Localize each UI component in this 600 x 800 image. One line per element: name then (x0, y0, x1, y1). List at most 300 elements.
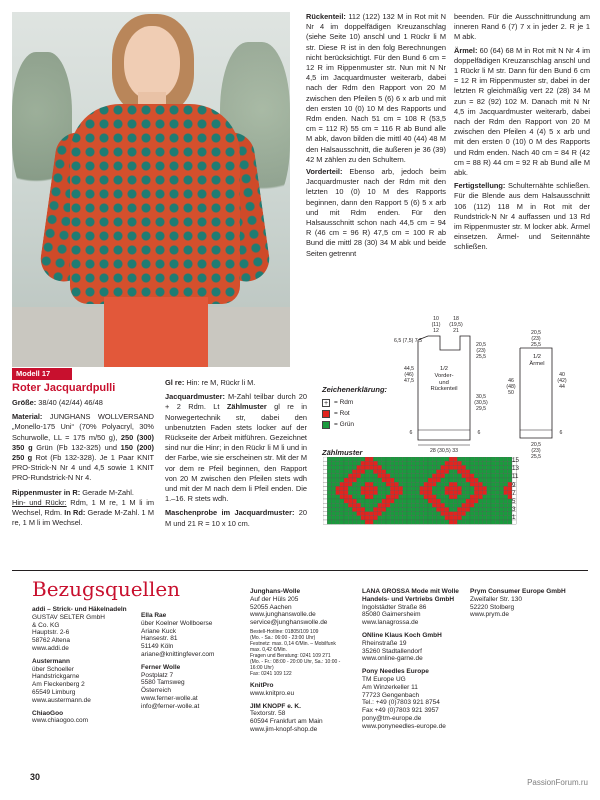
pattern-cell (457, 486, 461, 490)
pattern-cell (495, 474, 499, 478)
pattern-cell (483, 491, 487, 495)
pattern-cell (365, 478, 369, 482)
supplier-tiny-line: Fragen und Beratung: 0241 109 271 (250, 652, 331, 659)
pattern-cell (504, 474, 508, 478)
pattern-cell (487, 474, 491, 478)
pattern-cell (407, 491, 411, 495)
pattern-cell (327, 457, 331, 461)
pattern-cell (373, 516, 377, 520)
pattern-cell (432, 503, 436, 507)
pattern-cell (373, 495, 377, 499)
pattern-cell (470, 512, 474, 516)
sleeve-length-dimension (504, 378, 518, 396)
pattern-cell (491, 520, 495, 524)
pattern-cell (336, 461, 340, 465)
pattern-cell (365, 486, 369, 490)
pattern-cell (407, 495, 411, 499)
supplier-link[interactable]: www.lanagrossa.de (362, 619, 419, 627)
pattern-cell (491, 491, 495, 495)
pattern-cell (348, 482, 352, 486)
bund-dimension: 6 (409, 430, 413, 436)
pattern-cell (432, 495, 436, 499)
pattern-cell (390, 486, 394, 490)
pattern-cell (474, 516, 478, 520)
pattern-cell (504, 507, 508, 511)
pattern-cell (462, 465, 466, 469)
supplier-line: 35260 Stadtallendorf (362, 647, 422, 655)
pattern-cell (323, 495, 327, 499)
pattern-cell (348, 516, 352, 520)
pattern-cell (369, 520, 373, 524)
supplier-line: Hansestr. 81 (141, 635, 178, 643)
pattern-cell (386, 482, 390, 486)
pattern-cell (453, 520, 457, 524)
legend-item-green (322, 419, 354, 430)
pattern-cell (411, 503, 415, 507)
pattern-cell (499, 478, 503, 482)
dim-text: 12 (433, 328, 439, 334)
pattern-cell (403, 499, 407, 503)
pattern-cell (445, 478, 449, 482)
pattern-cell (420, 499, 424, 503)
pattern-cell (399, 495, 403, 499)
pattern-cell (491, 482, 495, 486)
pattern-cell (365, 512, 369, 516)
pattern-cell (323, 486, 327, 490)
pattern-cell (453, 474, 457, 478)
supplier-link[interactable]: pony@tm-europe.de (362, 714, 422, 722)
supplier-tiny-line: Festnetz: max. 0,14 €/Min. – Mobilfunk (250, 640, 336, 647)
pattern-cell (453, 470, 457, 474)
pattern-cell (394, 461, 398, 465)
pattern-cell (428, 499, 432, 503)
pattern-cell (378, 482, 382, 486)
pattern-cell (373, 499, 377, 503)
row-number: 9 (512, 481, 516, 489)
pattern-cell (457, 491, 461, 495)
pattern-cell (449, 499, 453, 503)
dim-text: (11) (431, 322, 441, 328)
supplier-line: Textorstr. 58 (250, 710, 286, 718)
pattern-cell (407, 478, 411, 482)
pattern-cell (445, 461, 449, 465)
pattern-cell (386, 495, 390, 499)
pattern-cell (436, 499, 440, 503)
supplier-column-3 (250, 588, 354, 739)
supplier-line: Handstrickgarne (32, 673, 80, 681)
pattern-cell (495, 503, 499, 507)
pattern-cell (424, 491, 428, 495)
pattern-cell (373, 478, 377, 482)
pattern-cell (428, 512, 432, 516)
sleeve-bund-dimension: 6 (559, 430, 563, 436)
dim-text: 18 (453, 316, 459, 322)
pattern-cell (348, 474, 352, 478)
supplier-link[interactable]: www.jim-knopf-shop.de (250, 725, 318, 733)
armhole-dimension (472, 342, 490, 360)
pattern-cell (369, 457, 373, 461)
pattern-cell (495, 507, 499, 511)
pattern-cell (336, 478, 340, 482)
pattern-cell (424, 474, 428, 478)
pattern-cell (378, 457, 382, 461)
pattern-cell (420, 482, 424, 486)
pattern-cell (378, 470, 382, 474)
row-numbers (512, 457, 532, 523)
pattern-cell (424, 470, 428, 474)
pattern-cell (386, 507, 390, 511)
pattern-cell (365, 507, 369, 511)
legend-item-rdm (322, 397, 354, 408)
pattern-cell (352, 461, 356, 465)
pattern-cell (487, 507, 491, 511)
pattern-cell (499, 465, 503, 469)
pattern-cell (382, 499, 386, 503)
row-number: 13 (512, 465, 519, 473)
materials-column (12, 398, 154, 530)
rdm-swatch: + (323, 399, 329, 407)
pattern-cell (487, 499, 491, 503)
pattern-cell (495, 516, 499, 520)
pattern-cell (474, 507, 478, 511)
pattern-cell (487, 486, 491, 490)
dim-text: 46 (508, 378, 514, 384)
pattern-cell (394, 482, 398, 486)
supplier-name: Junghans-Wolle (250, 588, 301, 595)
pattern-cell (344, 478, 348, 482)
pattern-cell (428, 516, 432, 520)
pattern-cell (478, 516, 482, 520)
pattern-cell (378, 520, 382, 524)
pattern-cell (449, 457, 453, 461)
pattern-cell (470, 486, 474, 490)
pattern-cell (411, 512, 415, 516)
supplier-entry (470, 588, 580, 619)
pattern-cell (420, 478, 424, 482)
legend-text: = Grün (334, 421, 355, 428)
pattern-cell (415, 516, 419, 520)
pattern-cell (373, 491, 377, 495)
pattern-cell (457, 499, 461, 503)
pattern-cell (441, 512, 445, 516)
pattern-cell (327, 465, 331, 469)
pattern-cell (474, 491, 478, 495)
pattern-cell (361, 516, 365, 520)
pattern-cell (394, 486, 398, 490)
pattern-cell (394, 503, 398, 507)
pattern-cell (449, 495, 453, 499)
pattern-cell (478, 520, 482, 524)
red-trousers (104, 297, 208, 367)
pattern-cell (323, 512, 327, 516)
pattern-cell (340, 516, 344, 520)
pattern-cell (411, 474, 415, 478)
pattern-cell (449, 503, 453, 507)
pattern-cell (504, 461, 508, 465)
pattern-cell (504, 499, 508, 503)
pattern-cell (436, 465, 440, 469)
pattern-cell (382, 503, 386, 507)
pattern-cell (483, 516, 487, 520)
pattern-cell (466, 495, 470, 499)
supplier-line: Zweifaller Str. 130 (470, 595, 523, 603)
pattern-cell (344, 470, 348, 474)
pattern-cell (483, 465, 487, 469)
pattern-cell (432, 507, 436, 511)
pattern-cell (378, 465, 382, 469)
supplier-line: TM Europe UG (362, 675, 406, 683)
pattern-cell (373, 461, 377, 465)
pattern-cell (357, 499, 361, 503)
pattern-cell (487, 495, 491, 499)
pattern-cell (432, 457, 436, 461)
supplier-line: Ingolstädter Straße 86 (362, 603, 427, 611)
supplier-hotline (250, 629, 354, 677)
pattern-cell (382, 491, 386, 495)
pattern-cell (415, 486, 419, 490)
pattern-cell (336, 491, 340, 495)
pattern-cell (336, 486, 340, 490)
pattern-cell (407, 503, 411, 507)
supplier-tiny-line: max. 0,42 €/Min. (250, 646, 287, 653)
supplier-entry (250, 682, 354, 698)
pattern-cell (483, 495, 487, 499)
pattern-cell (361, 520, 365, 524)
pattern-cell (420, 474, 424, 478)
pattern-cell (487, 503, 491, 507)
pattern-cell (348, 495, 352, 499)
pattern-cell (336, 457, 340, 461)
supplier-link[interactable]: www.chiaogoo.com (32, 717, 88, 725)
supplier-link[interactable]: www.junghanswolle.de (250, 611, 316, 619)
pattern-cell (369, 516, 373, 520)
pattern-cell (382, 512, 386, 516)
pattern-cell (378, 495, 382, 499)
pattern-cell (424, 478, 428, 482)
supplier-line: 77723 Gengenbach (362, 691, 420, 699)
pattern-cell (491, 507, 495, 511)
pattern-cell (352, 491, 356, 495)
pattern-cell (378, 478, 382, 482)
pattern-cell (365, 520, 369, 524)
pattern-cell (390, 474, 394, 478)
pattern-cell (445, 507, 449, 511)
dim-text: 44 (559, 384, 565, 390)
pattern-cell (386, 474, 390, 478)
pattern-cell (462, 491, 466, 495)
pattern-cell (491, 457, 495, 461)
pattern-cell (348, 486, 352, 490)
pattern-cell (394, 499, 398, 503)
pattern-cell (390, 512, 394, 516)
sleeve-label: Ärmel: (454, 45, 478, 55)
pattern-cell (428, 478, 432, 482)
supplier-link[interactable]: www.ferner-wolle.at (141, 694, 198, 702)
pattern-cell (457, 474, 461, 478)
pattern-cell (457, 520, 461, 524)
row-number: 5 (512, 498, 516, 506)
supplier-link[interactable]: 51149 Köln (141, 643, 174, 651)
pattern-cell (432, 520, 436, 524)
rib-text: Rdm, 1 M re, 1 M li im Wechsel, Rdm. (12, 497, 154, 518)
pattern-cell (390, 461, 394, 465)
dim-text: (23) (531, 336, 541, 342)
pattern-cell (344, 503, 348, 507)
pattern-cell (344, 457, 348, 461)
pattern-cell (432, 470, 436, 474)
pattern-cell (357, 495, 361, 499)
jacquard-chart-ref: Zählmuster (226, 402, 267, 412)
pattern-cell (394, 516, 398, 520)
pattern-cell (415, 457, 419, 461)
pattern-cell (504, 512, 508, 516)
pattern-cell (361, 482, 365, 486)
pattern-cell (323, 474, 327, 478)
supplier-column-2 (141, 612, 241, 716)
supplier-entry (32, 658, 132, 705)
supplier-line: 58762 Altena (32, 637, 70, 645)
pattern-cell (361, 499, 365, 503)
pattern-cell (369, 486, 373, 490)
pattern-cell (453, 507, 457, 511)
pattern-cell (415, 520, 419, 524)
supplier-name: Ferner Wolle (141, 663, 181, 671)
pattern-cell (432, 482, 436, 486)
pattern-cell (327, 474, 331, 478)
pattern-cell (352, 486, 356, 490)
pattern-cell (424, 512, 428, 516)
jacquard-text: gl re in Norwegertechnik str, dabei den unbenutzten Faden stets locker auf der Rückseite der Arbeit mitführen. Gezeichnet sind nur die Hinr; in den Rückr li M li und in der Farbe, wie sie erscheinen str. Mit der M vor dem re Pfeil beginnen, den Rapport von 20 M zwischen den Pfeilen stets wdh und mit der M nach dem li Pfeil enden. Die 1.–16. R stets wdh. (165, 402, 307, 504)
pattern-cell (432, 478, 436, 482)
pattern-cell (436, 495, 440, 499)
pattern-cell (382, 474, 386, 478)
pattern-cell (407, 474, 411, 478)
supplier-link[interactable]: ariane@knittingfever.com (141, 650, 215, 658)
pattern-cell (394, 457, 398, 461)
pattern-cell (365, 461, 369, 465)
dim-text: 30,5 (475, 394, 487, 400)
pattern-cell (478, 482, 482, 486)
pattern-cell (378, 516, 382, 520)
supplier-name: Pony Needles Europe (362, 668, 429, 676)
supplier-link[interactable]: service@junghanswolle.de (250, 619, 328, 627)
pattern-cell (390, 457, 394, 461)
pattern-cell (361, 491, 365, 495)
supplier-line: Postplatz 7 (141, 671, 174, 679)
pattern-cell (327, 486, 331, 490)
pattern-cell (445, 495, 449, 499)
pattern-cell (382, 478, 386, 482)
pattern-cell (352, 478, 356, 482)
pattern-cell (470, 507, 474, 511)
pattern-cell (399, 516, 403, 520)
pattern-cell (453, 486, 457, 490)
dim-text: 40 (559, 372, 565, 378)
supplier-link[interactable]: www.online-garne.de (362, 655, 423, 663)
pattern-cell (344, 486, 348, 490)
pattern-cell (466, 499, 470, 503)
pattern-cell (466, 520, 470, 524)
pattern-cell (466, 478, 470, 482)
pattern-cell (483, 457, 487, 461)
pattern-cell (415, 478, 419, 482)
pattern-cell (357, 478, 361, 482)
dim-text: 25,5 (475, 354, 487, 360)
pattern-cell (365, 474, 369, 478)
sleeve-text: 60 (64) 68 M in Rot mit N Nr 4 im doppelfädigen Kreuzanschlag anschl und 1 Rückr li M str. Dann für den Bund 6 cm = 12 R im Rippenmuster str, dabei in der letzten R gleichmäßig vert 22 (28) 34 M zun = 82 (92) 102 M. Danach mit N Nr 4,5 im Jacquardmuster weiterarb, dabei nach der Rdm den Rapport von 20 M zwischen den Pfeilen 4 (4) 5 x arb und mit den ersten 0 (10) 0 M des Rapports und Rdm enden. Nach 40 cm = 84 R (42 cm = 88 R) 44 cm = 92 R ab Bund alle M abk. (454, 45, 590, 178)
pattern-cell (390, 516, 394, 520)
dim-text: 50 (508, 390, 514, 396)
supplier-link[interactable]: www.knitpro.eu (250, 689, 295, 697)
pattern-cell (483, 474, 487, 478)
supplier-link[interactable]: www.prym.de (470, 611, 510, 619)
pattern-cell (369, 503, 373, 507)
pattern-cell (436, 520, 440, 524)
pattern-cell (327, 499, 331, 503)
pattern-cell (386, 516, 390, 520)
pattern-cell (344, 474, 348, 478)
pattern-cell (382, 465, 386, 469)
pattern-cell (411, 507, 415, 511)
pattern-cell (331, 482, 335, 486)
supplier-link[interactable]: info@ferner-wolle.at (141, 702, 200, 710)
supplier-link[interactable]: www.austermann.de (32, 696, 91, 704)
pattern-cell (445, 520, 449, 524)
pattern-cell (474, 503, 478, 507)
red-swatch (322, 410, 330, 418)
supplier-link[interactable]: www.addi.de (32, 644, 69, 652)
pattern-cell (462, 482, 466, 486)
pattern-cell (483, 486, 487, 490)
pattern-cell (462, 503, 466, 507)
pattern-cell (340, 507, 344, 511)
pattern-cell (462, 495, 466, 499)
pattern-cell (470, 461, 474, 465)
supplier-line: 65549 Limburg (32, 688, 76, 696)
pattern-cell (357, 465, 361, 469)
pattern-cell (327, 482, 331, 486)
pattern-cell (420, 470, 424, 474)
pattern-cell (441, 507, 445, 511)
supplier-tiny-line: 16:00 Uhr) (250, 664, 274, 671)
pattern-cell (436, 486, 440, 490)
pattern-cell (449, 491, 453, 495)
pattern-title: Zählmuster (322, 448, 363, 457)
supplier-line: 60594 Frankfurt am Main (250, 718, 323, 726)
pattern-cell (323, 520, 327, 524)
supplier-link[interactable]: www.ponyneedles-europe.de (362, 722, 446, 730)
material-text: Grün (Fb 132-325) und (32, 442, 121, 452)
pattern-cell (344, 491, 348, 495)
pattern-cell (491, 512, 495, 516)
pattern-cell (449, 516, 453, 520)
pattern-cell (424, 499, 428, 503)
pattern-cell (352, 507, 356, 511)
pattern-cell (348, 461, 352, 465)
supplier-tiny-line: Fax: 0241 109 122 (250, 670, 292, 677)
pattern-cell (390, 491, 394, 495)
pattern-cell (453, 457, 457, 461)
pattern-cell (462, 499, 466, 503)
pattern-cell (327, 512, 331, 516)
pattern-cell (432, 465, 436, 469)
pattern-cell (415, 499, 419, 503)
pattern-cell (487, 520, 491, 524)
pattern-cell (361, 474, 365, 478)
supplier-entry (362, 588, 462, 627)
pattern-cell (399, 512, 403, 516)
pattern-cell (403, 461, 407, 465)
